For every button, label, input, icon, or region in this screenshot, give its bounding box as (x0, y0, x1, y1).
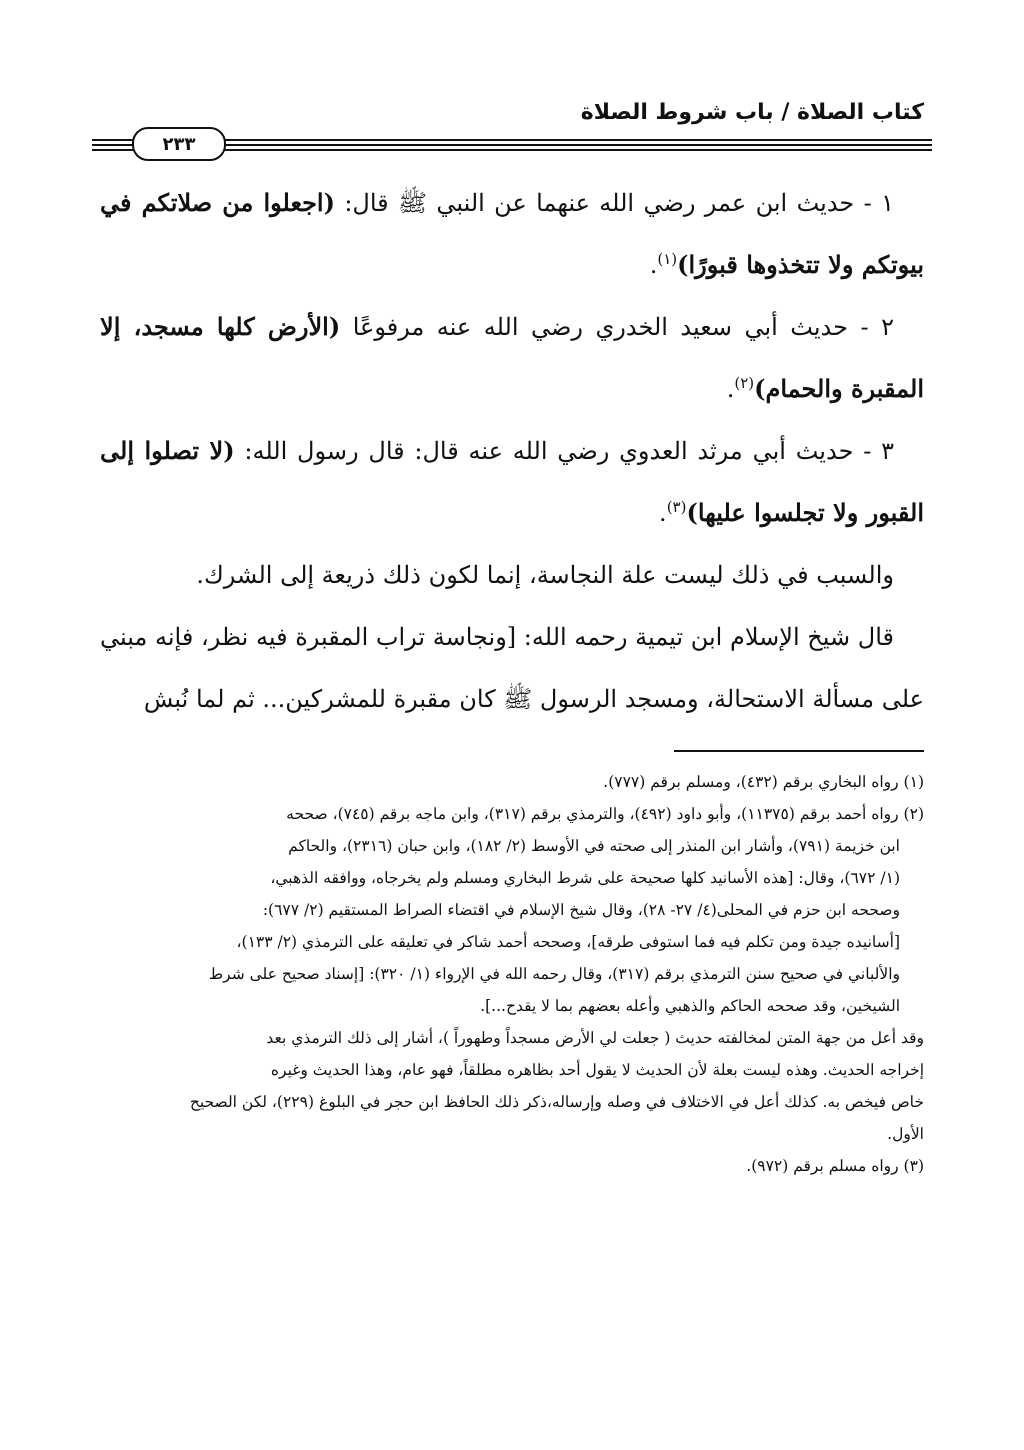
footnotes (100, 766, 924, 1182)
footnote-ref-3[interactable]: (٣) (666, 498, 687, 516)
footnote-2-extra-line: وقد أعل من جهة المتن لمخالفته حديث ( جعلت لي الأرض مسجداً وطهوراً )، أشار إلى ذلك الترمذي بعد (266, 1029, 924, 1047)
footnote-ref-1[interactable]: (١) (657, 250, 678, 268)
footnote-2-line: ابن خزيمة (٧٩١)، وأشار ابن المنذر إلى صحته في الأوسط (٢/ ١٨٢)، وابن حبان (٢٣١٦)، والحاكم (288, 837, 900, 855)
footnote-2-extra-line: خاص فيخص به. كذلك أعل في الاختلاف في وصله وإرساله،ذكر ذلك الحافظ ابن حجر في البلوغ (٢٢٩)، لكن الصحيح (189, 1093, 924, 1111)
footnote-2-extra-line: إخراجه الحديث. وهذه ليست بعلة لأن الحديث لا يقول أحد بظاهره مطلقاً، فهو عام، وهذا الحديث وغيره (270, 1061, 924, 1079)
hadith-3-intro: ٣ - حديث أبي مرثد العدوي رضي الله عنه قال: قال رسول الله: (244, 437, 894, 465)
footnote-2-line: (٢) رواه أحمد برقم (١١٣٧٥)، وأبو داود (٤٩٢)، والترمذي برقم (٣١٧)، وابن ماجه برقم (٧٤٥)، صححه (286, 805, 924, 823)
hadith-1: ١ - حديث ابن عمر رضي الله عنهما عن النبي ﷺ قال: (اجعلوا من صلاتكم في بيوتكم ولا تتخذوها قبورًا)$^{(١)}$. (100, 188, 924, 279)
footnote-1: (١) رواه البخاري برقم (٤٣٢)، ومسلم برقم (٧٧٧). (603, 773, 924, 791)
footnote-2-extra-line: الأول. (887, 1125, 924, 1143)
footnote-ref-2[interactable]: (٢) (734, 374, 755, 392)
paragraph-ibn-taymiyya: قال شيخ الإسلام ابن تيمية رحمه الله: [ونجاسة تراب المقبرة فيه نظر، فإنه مبني على مسألة الاستحالة، ومسجد الرسول ﷺ كان مقبرة للمشركين... ثم لما نُبش (100, 623, 924, 713)
hadith-1-text: (اجعلوا من صلاتكم في بيوتكم ولا تتخذوها قبورًا) (100, 188, 924, 279)
hadith-3-text: (لا تصلوا إلى القبور ولا تجلسوا عليها) (100, 436, 924, 527)
hadith-2-intro: ٢ - حديث أبي سعيد الخدري رضي الله عنه مرفوعًا (352, 313, 894, 341)
hadith-3: ٣ - حديث أبي مرثد العدوي رضي الله عنه قال: قال رسول الله: (لا تصلوا إلى القبور ولا تجلسوا عليها)$^{(٣)}$. (100, 436, 924, 527)
main-text (100, 172, 924, 730)
footnote-2-line: (١/ ٦٧٢)، وقال: [هذه الأسانيد كلها صحيحة على شرط البخاري ومسلم ولم يخرجاه، ووافقه الذهبي، (270, 869, 900, 887)
footnote-separator (674, 750, 924, 752)
hadith-2-text: (الأرض كلها مسجد، إلا المقبرة والحمام) (100, 312, 924, 403)
running-header-title: كتاب الصلاة / باب شروط الصلاة (580, 100, 924, 125)
paragraph-reason: والسبب في ذلك ليست علة النجاسة، إنما لكون ذلك ذريعة إلى الشرك. (196, 561, 894, 589)
footnote-2-line: [أسانيده جيدة ومن تكلم فيه فما استوفى طرقه]، وصححه أحمد شاكر في تعليقه على الترمذي (٢/ ١٣٣)، (236, 933, 900, 951)
page-number: ٢٣٣ (132, 127, 226, 161)
hadith-1-intro: ١ - حديث ابن عمر رضي الله عنهما عن النبي ﷺ قال: (344, 189, 894, 217)
hadith-2: ٢ - حديث أبي سعيد الخدري رضي الله عنه مرفوعًا (الأرض كلها مسجد، إلا المقبرة والحمام)$^{(٢)}$. (100, 312, 924, 403)
footnote-2-line: والألباني في صحيح سنن الترمذي برقم (٣١٧)، وقال رحمه الله في الإرواء (١/ ٣٢٠): [إسناد صحيح على شرط (208, 965, 900, 983)
footnote-2-line: وصححه ابن حزم في المحلى(٤/ ٢٧- ٢٨)، وقال شيخ الإسلام في اقتضاء الصراط المستقيم (٢/ ٦٧٧): (262, 901, 900, 919)
footnote-3: (٣) رواه مسلم برقم (٩٧٢). (746, 1157, 924, 1175)
footnote-2-line: الشيخين، وقد صححه الحاكم والذهبي وأعله بعضهم بما لا يقدح...]. (480, 997, 900, 1015)
